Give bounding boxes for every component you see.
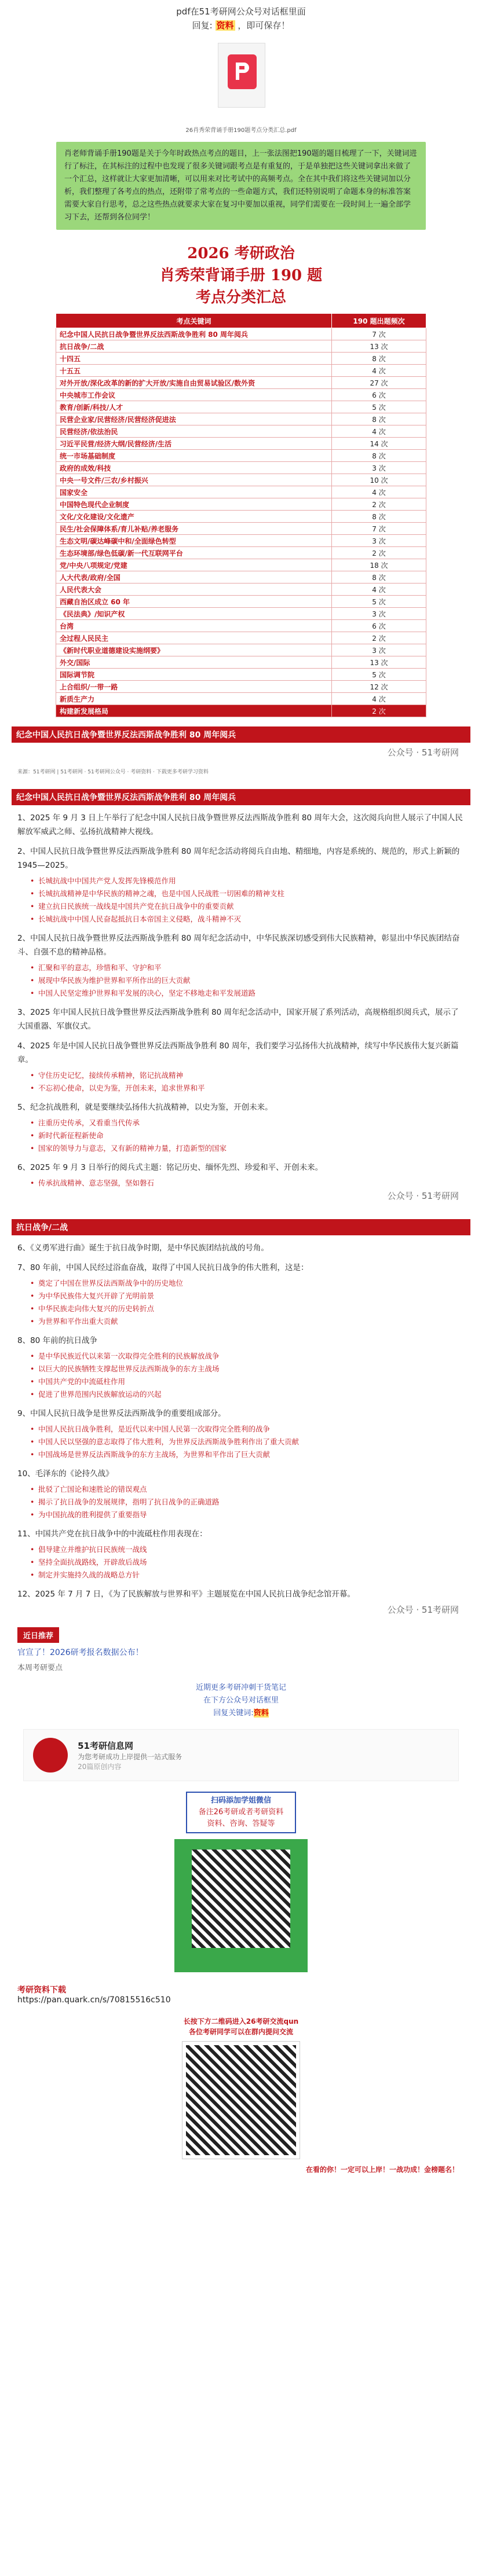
list-item: • 为中华民族伟大复兴开辟了光明前景: [30, 1290, 465, 1302]
s2-bullets-2: [30, 1350, 465, 1401]
summary-keyword: 十四五: [56, 353, 332, 365]
summary-count: 5 次: [332, 669, 426, 681]
qr-code-2[interactable]: [182, 2042, 300, 2159]
summary-body: [56, 328, 426, 717]
summary-row: [56, 584, 426, 596]
doc-title-line-3: 考点分类汇总: [195, 289, 286, 306]
summary-keyword: 统一市场基础制度: [56, 450, 332, 462]
s1-bullets-1: [30, 875, 465, 926]
list-item: • 汇聚和平的意志，珍惜和平、守护和平: [30, 962, 465, 974]
summary-row: [56, 535, 426, 547]
summary-count: 18 次: [332, 559, 426, 571]
summary-col-count: 190 题出题频次: [332, 314, 426, 328]
summary-count: 2 次: [332, 632, 426, 644]
doc-title-line-2: 肖秀荣背诵手册 190 题: [159, 267, 323, 284]
summary-keyword: 人大代表/政府/全国: [56, 571, 332, 584]
summary-row: [56, 571, 426, 584]
summary-count: 4 次: [332, 584, 426, 596]
s1-bullets-5: [30, 1177, 465, 1190]
s1-p7: 6、2025 年 9 月 3 日举行的阅兵式主题：铭记历史、缅怀先烈、珍爱和平、开创未来。: [17, 1163, 323, 1172]
summary-count: 5 次: [332, 596, 426, 608]
summary-keyword: 人民代表大会: [56, 584, 332, 596]
summary-row: [56, 450, 426, 462]
summary-keyword: 《民法典》/知识产权: [56, 608, 332, 620]
summary-row: [56, 498, 426, 511]
summary-count: 13 次: [332, 340, 426, 353]
summary-count: 4 次: [332, 486, 426, 498]
summary-row: [56, 705, 426, 717]
list-item: • 为中国抗战的胜利提供了重要指导: [30, 1509, 465, 1521]
list-item: • 批驳了亡国论和速胜论的错误观点: [30, 1483, 465, 1496]
list-item: • 守住历史记忆，接续传承精神，铭记抗战精神: [30, 1069, 465, 1082]
section1-band: 纪念中国人民抗日战争暨世界反法西斯战争胜利 80 周年阅兵: [12, 789, 470, 805]
top-note: [0, 0, 482, 32]
summary-row: [56, 523, 426, 535]
summary-keyword: 政府的成效/科技: [56, 462, 332, 474]
summary-row: [56, 669, 426, 681]
summary-row: [56, 547, 426, 559]
summary-count: 8 次: [332, 450, 426, 462]
list-item: • 建立抗日民族统一战线是中国共产党在抗日战争中的重要贡献: [30, 900, 465, 913]
summary-count: 4 次: [332, 365, 426, 377]
qr-pattern-1: [192, 1850, 290, 1948]
list-item: • 揭示了抗日战争的发展规律，指明了抗日战争的正确道路: [30, 1496, 465, 1509]
summary-keyword: 教育/创新/科技/人才: [56, 401, 332, 413]
summary-keyword: 构建新发展格局: [56, 705, 332, 717]
summary-row: [56, 644, 426, 656]
s1-p4: 3、2025 年中国人民抗日战争暨世界反法西斯战争胜利 80 周年纪念活动中，国家开展了系列活动，高规格组织阅兵式，展示了大国重器、军旗仪式。: [17, 1008, 459, 1031]
s2-bullets-3: [30, 1423, 465, 1461]
watermark-2: 公众号 · 51考研网: [387, 1191, 459, 1201]
download-link[interactable]: https://pan.quark.cn/s/70815516c510: [17, 1995, 171, 2005]
doc-title-line-1: 2026 考研政治: [187, 245, 295, 262]
summary-row: [56, 377, 426, 389]
list-item: • 展现中华民族为维护世界和平所作出的巨大贡献: [30, 974, 465, 987]
summary-row: [56, 693, 426, 705]
summary-keyword: 全过程人民民主: [56, 632, 332, 644]
pdf-file-icon[interactable]: [209, 43, 273, 124]
account-sub: 20篇原创内容: [78, 1762, 122, 1771]
qr-code-1[interactable]: [174, 1839, 308, 1972]
summary-row: [56, 365, 426, 377]
list-item: • 国家的领导力与意志，又有新的精神力量，打造新型的国家: [30, 1142, 465, 1155]
summary-keyword: 《新时代职业道德建设实施纲要》: [56, 644, 332, 656]
summary-keyword: 党/中央八项规定/党建: [56, 559, 332, 571]
s1-p1: 1、2025 年 9 月 3 日上午举行了纪念中国人民抗日战争暨世界反法西斯战争胜利 80 周年大会，这次阅兵向世人展示了中国人民解放军威武之师、弘扬抗战精神大视线。: [17, 813, 463, 836]
download-title: 考研资料下载: [17, 1986, 66, 1995]
summary-count: 2 次: [332, 498, 426, 511]
summary-row: [56, 632, 426, 644]
list-item: • 为世界和平作出重大贡献: [30, 1315, 465, 1328]
summary-count: 8 次: [332, 571, 426, 584]
s1-bullets-2: [30, 962, 465, 1000]
summary-row: [56, 511, 426, 523]
summary-row: [56, 596, 426, 608]
summary-count: 5 次: [332, 401, 426, 413]
list-item: • 中国战场是世界反法西斯战争的东方主战场，为世界和平作出了巨大贡献: [30, 1448, 465, 1461]
watermark-1: 公众号 · 51考研网: [387, 747, 459, 758]
intro-box: 肖老师背诵手册190题是关于今年时政热点考点的题目，上一张法图把190题的题目梳理了一下，关键词进行了标注，在其标注的过程中也发现了很多关键词跟考点是有重复的，于是单独把这些关键词拿出来做了一个汇总，这样就让大家更加清晰，可以用来对比考试中的高频考点。全在其中我们将这些关键词加以分析，我们整理了各考点的热点，还附带了常考点的一些命题方式，我们还特别说明了命题本身的标准答案需要大家自行思考，总之这些热点就要求大家在复习中要加以重视，同学们需要在一段时间上一遍全部学习下去，还帮到各位同学！: [56, 142, 426, 230]
summary-keyword: 台湾: [56, 620, 332, 632]
download-block: [17, 1984, 465, 2005]
summary-row: [56, 559, 426, 571]
summary-keyword: 外交/国际: [56, 656, 332, 669]
promo-link-2[interactable]: 本周考研要点: [17, 1664, 63, 1672]
summary-row: [56, 620, 426, 632]
list-item: • 新时代新征程新使命: [30, 1129, 465, 1142]
summary-col-keyword: 考点关键词: [56, 314, 332, 328]
summary-row: [56, 425, 426, 438]
summary-count: 3 次: [332, 462, 426, 474]
summary-keyword: 文化/文化建设/文化遗产: [56, 511, 332, 523]
summary-row: [56, 353, 426, 365]
s2-p3: 8、80 年前的抗日战争: [17, 1336, 98, 1345]
account-card[interactable]: [23, 1729, 459, 1781]
list-item: • 中国人民以坚强的意志取得了伟大胜利，为世界反法西斯战争胜利作出了重大贡献: [30, 1436, 465, 1448]
section-2: [17, 1241, 465, 1601]
summary-count: 4 次: [332, 425, 426, 438]
pdf-logo-icon: [228, 54, 257, 89]
account-desc: 为您考研成功上岸提供一站式服务: [78, 1752, 182, 1761]
list-item: • 长城抗战精神是中华民族的精神之魂，也是中国人民战胜一切困难的精神支柱: [30, 887, 465, 900]
summary-count: 6 次: [332, 620, 426, 632]
s1-p6: 5、纪念抗战胜利，就是要继续弘扬伟大抗战精神，以史为鉴，开创未来。: [17, 1103, 273, 1112]
summary-count: 8 次: [332, 511, 426, 523]
list-item: • 倡导建立并维护抗日民族统一战线: [30, 1543, 465, 1556]
source-note: 来源：51考研网 | 51考研网 · 51考研网公众号 · 考研资料 · 下载更多考研学习资料: [17, 769, 209, 775]
list-item: • 长城抗战中中国人民奋起抵抗日本帝国主义侵略，战斗精神不灭: [30, 913, 465, 926]
summary-count: 12 次: [332, 681, 426, 693]
summary-keyword: 上合组织/一带一路: [56, 681, 332, 693]
qr2-block: 长按下方二维码进入26考研交流qun 各位考研同学可以在群内提问交流: [0, 2016, 482, 2159]
s2-p2: 7、80 年前，中国人民经过浴血奋战，取得了中国人民抗日战争的伟大胜利，这是：: [17, 1263, 309, 1272]
summary-keyword: 纪念中国人民抗日战争暨世界反法西斯战争胜利 80 周年阅兵: [56, 328, 332, 340]
summary-count: 6 次: [332, 389, 426, 401]
summary-count: 2 次: [332, 547, 426, 559]
summary-count: 13 次: [332, 656, 426, 669]
summary-count: 7 次: [332, 523, 426, 535]
summary-row: [56, 328, 426, 340]
list-item: • 中华民族走向伟大复兴的历史转折点: [30, 1302, 465, 1315]
summary-table: [56, 313, 426, 717]
list-item: • 以巨大的民族牺牲支撑起世界反法西斯战争的东方主战场: [30, 1363, 465, 1375]
list-item: • 传承抗战精神、意志坚强，坚如磐石: [30, 1177, 465, 1190]
summary-count: 3 次: [332, 535, 426, 547]
summary-keyword: 十五五: [56, 365, 332, 377]
list-item: • 坚持全面抗战路线，开辟敌后战场: [30, 1556, 465, 1569]
summary-count: 27 次: [332, 377, 426, 389]
summary-keyword: 国家安全: [56, 486, 332, 498]
summary-keyword: 西藏自治区成立 60 年: [56, 596, 332, 608]
s2-p5: 10、毛泽东的《论持久战》: [17, 1469, 114, 1478]
summary-row: [56, 681, 426, 693]
list-item: • 长城抗战中中国共产党人发挥先锋模范作用: [30, 875, 465, 887]
s2-p1: 6、《义勇军进行曲》诞生于抗日战争时期，是中华民族团结抗战的号角。: [17, 1243, 269, 1253]
final-slogan: 在看的你！一定可以上岸！一战功成！金榜题名！: [305, 2166, 459, 2174]
summary-row: [56, 608, 426, 620]
summary-row: [56, 389, 426, 401]
summary-count: 3 次: [332, 608, 426, 620]
s1-bullets-3: [30, 1069, 465, 1095]
summary-count: 4 次: [332, 693, 426, 705]
list-item: • 制定并实施持久战的战略总方针: [30, 1569, 465, 1581]
promo-title: 近日推荐: [17, 1627, 59, 1643]
note-line-1: pdf在51考研网公众号对话框里面: [176, 6, 306, 17]
s2-p4: 9、中国人民抗日战争是世界反法西斯战争的重要组成部分。: [17, 1409, 226, 1418]
account-name: 51考研信息网: [78, 1740, 133, 1751]
promo-link-1[interactable]: 官宣了！2026研考报名数据公布！: [17, 1648, 144, 1657]
list-item: • 中国人民抗日战争胜利，是近代以来中国人民第一次取得完全胜利的战争: [30, 1423, 465, 1436]
summary-row: [56, 401, 426, 413]
summary-row: [56, 340, 426, 353]
s1-p2: 2、中国人民抗日战争暨世界反法西斯战争胜利 80 周年纪念活动将阅兵自由地、精细地，内容是系统的、规范的，形式上新颖的1945—2025。: [17, 847, 460, 870]
s1-p3: 2、中国人民抗日战争暨世界反法西斯战争胜利 80 周年纪念活动中，中华民族深切感受到伟大民族精神，彰显出中华民族团结奋斗、自强不息的精神品格。: [17, 934, 460, 957]
list-item: • 奠定了中国在世界反法西斯战争中的历史地位: [30, 1277, 465, 1290]
summary-keyword: 中央一号文件/三农/乡村振兴: [56, 474, 332, 486]
pdf-caption: 26肖秀荣背诵手册190题考点分类汇总.pdf: [185, 127, 297, 134]
summary-keyword: 民生/社会保障体系/育儿补贴/养老服务: [56, 523, 332, 535]
summary-row: [56, 413, 426, 425]
summary-keyword: 习近平民营/经济大纲/民营经济/生活: [56, 438, 332, 450]
section-1: [17, 811, 465, 1190]
summary-keyword: 生态环境部/绿色低碳/新一代互联网平台: [56, 547, 332, 559]
summary-row: [56, 656, 426, 669]
reply-note: 近期更多考研冲刺干货笔记 在下方公众号对话框里 回复关键词:资料: [195, 1683, 286, 1718]
summary-count: 3 次: [332, 644, 426, 656]
summary-keyword: 中国特色现代企业制度: [56, 498, 332, 511]
summary-count: 10 次: [332, 474, 426, 486]
section2-band: 抗日战争/二战: [12, 1219, 470, 1235]
list-item: • 中国人民坚定维护世界和平发展的决心，坚定不移地走和平发展道路: [30, 987, 465, 1000]
summary-keyword: 对外开放/深化改革的新的扩大开放/实施自由贸易试验区/数外资: [56, 377, 332, 389]
summary-keyword: 生态文明/碳达峰碳中和/全面绿色转型: [56, 535, 332, 547]
summary-keyword: 民营经济/依法治民: [56, 425, 332, 438]
summary-keyword: 民营企业家/民营经济/民营经济促进法: [56, 413, 332, 425]
list-item: • 促进了世界范围内民族解放运动的兴起: [30, 1388, 465, 1401]
watermark-3: 公众号 · 51考研网: [387, 1605, 459, 1615]
note-keyword: 资料: [216, 20, 234, 31]
s2-p6: 11、中国共产党在抗日战争中的中流砥柱作用表现在：: [17, 1529, 207, 1539]
summary-row: [56, 438, 426, 450]
summary-row: [56, 474, 426, 486]
summary-count: 14 次: [332, 438, 426, 450]
s2-p7: 12、2025 年 7 月 7 日，《为了民族解放与世界和平》主题展览在中国人民抗日战争纪念馆开幕。: [17, 1590, 355, 1599]
summary-keyword: 抗日战争/二战: [56, 340, 332, 353]
account-logo-icon: [33, 1738, 68, 1773]
summary-count: 7 次: [332, 328, 426, 340]
summary-count: 8 次: [332, 413, 426, 425]
list-item: • 注重历史传承，又看重当代传承: [30, 1117, 465, 1129]
s2-bullets-4: [30, 1483, 465, 1521]
note-line-2: 回复: 资料 ，即可保存！: [192, 20, 290, 31]
summary-keyword: 中央城市工作会议: [56, 389, 332, 401]
qr1-block: 扫码添加学姐微信 备注26考研或者考研资料 资料、咨询、答疑等: [0, 1792, 482, 1972]
summary-keyword: 国际调节院: [56, 669, 332, 681]
s1-p5: 4、2025 年是中国人民抗日战争暨世界反法西斯战争胜利 80 周年，我们要学习弘扬伟大抗战精神，续写中华民族伟大复兴新篇章。: [17, 1041, 459, 1065]
s2-bullets-5: [30, 1543, 465, 1581]
list-item: • 是中华民族近代以来第一次取得完全胜利的民族解放战争: [30, 1350, 465, 1363]
summary-row: [56, 462, 426, 474]
summary-count: 2 次: [332, 705, 426, 717]
summary-row: [56, 486, 426, 498]
list-item: • 中国共产党的中流砥柱作用: [30, 1375, 465, 1388]
s1-bullets-4: [30, 1117, 465, 1155]
s2-bullets-1: [30, 1277, 465, 1328]
summary-keyword: 新质生产力: [56, 693, 332, 705]
list-item: • 不忘初心使命，以史为鉴，开创未来，追求世界和平: [30, 1082, 465, 1095]
summary-count: 8 次: [332, 353, 426, 365]
red-band-1: 纪念中国人民抗日战争暨世界反法西斯战争胜利 80 周年阅兵: [12, 726, 470, 743]
